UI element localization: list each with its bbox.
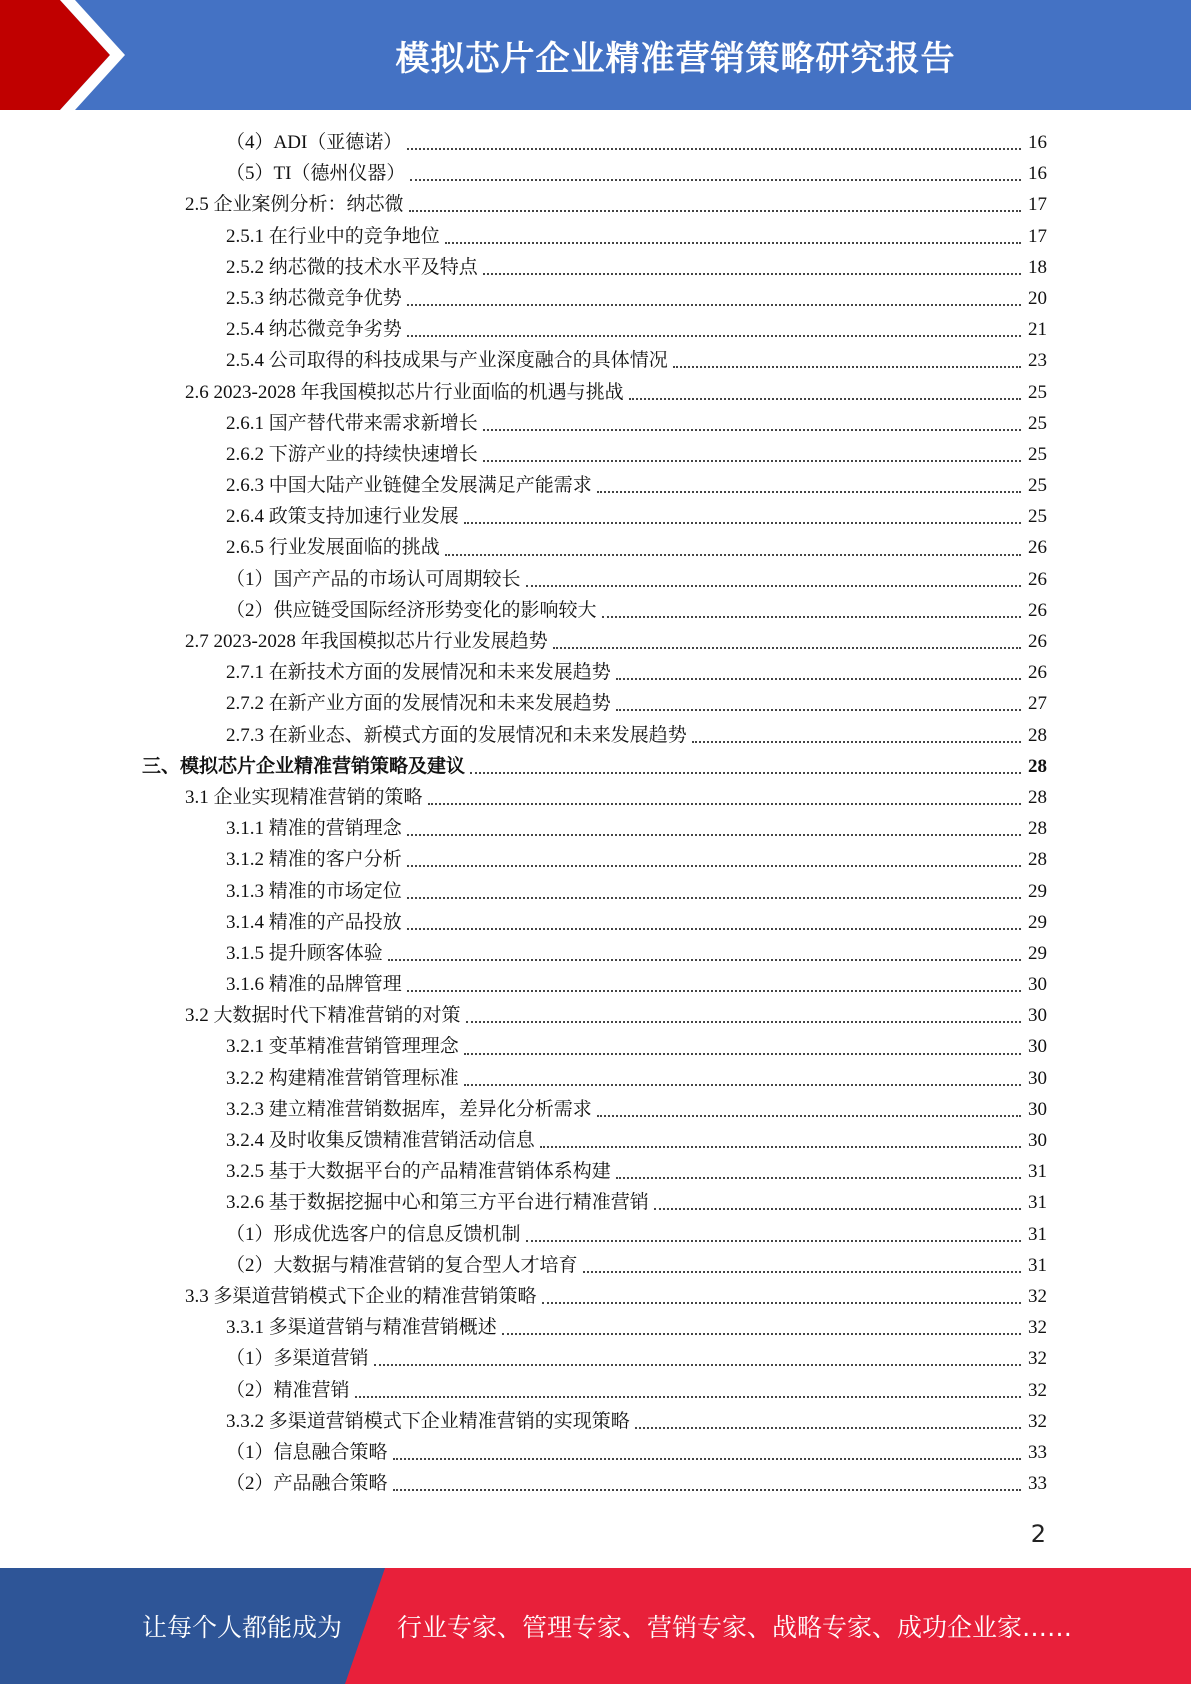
toc-entry[interactable] xyxy=(0,1156,1191,1187)
toc-entry-label: （1）多渠道营销 xyxy=(226,1348,369,1370)
toc-entry-label: 3.2 大数据时代下精准营销的对策 xyxy=(185,1005,461,1027)
toc-dot-leader xyxy=(445,553,1021,556)
toc-entry-label: 3.3.1 多渠道营销与精准营销概述 xyxy=(226,1317,497,1339)
toc-entry[interactable] xyxy=(0,751,1191,782)
toc-entry[interactable] xyxy=(0,189,1191,220)
toc-dot-leader xyxy=(540,1145,1021,1148)
footer-slogan-left: 让每个人都能成为 xyxy=(142,1613,343,1642)
toc-entry-page: 31 xyxy=(1028,1161,1047,1183)
toc-dot-leader xyxy=(428,802,1021,805)
toc-entry[interactable] xyxy=(0,907,1191,938)
toc-entry-page: 30 xyxy=(1028,1036,1047,1058)
toc-entry-label: 2.5.4 纳芯微竞争劣势 xyxy=(226,319,402,341)
toc-entry[interactable] xyxy=(0,1125,1191,1156)
toc-entry[interactable] xyxy=(0,1000,1191,1031)
toc-dot-leader xyxy=(407,334,1021,337)
toc-dot-leader xyxy=(393,1488,1021,1491)
toc-dot-leader xyxy=(483,459,1021,462)
toc-entry-label: 3.2.6 基于数据挖掘中心和第三方平台进行精准营销 xyxy=(226,1192,649,1214)
toc-entry-page: 29 xyxy=(1028,911,1047,933)
toc-entry-page: 31 xyxy=(1028,1223,1047,1245)
toc-entry-page: 25 xyxy=(1028,475,1047,497)
toc-entry[interactable] xyxy=(0,127,1191,158)
toc-entry-page: 29 xyxy=(1028,880,1047,902)
toc-entry-page: 25 xyxy=(1028,412,1047,434)
toc-entry-label: 2.6.3 中国大陆产业链健全发展满足产能需求 xyxy=(226,475,592,497)
toc-entry-page: 28 xyxy=(1028,818,1047,840)
toc-entry-page: 26 xyxy=(1028,631,1047,652)
toc-entry[interactable] xyxy=(0,969,1191,1000)
toc-dot-leader xyxy=(597,490,1021,493)
toc-entry-page: 32 xyxy=(1028,1379,1047,1401)
toc-entry-label: （4）ADI（亚德诺） xyxy=(226,132,403,153)
toc-entry[interactable] xyxy=(0,1094,1191,1125)
toc-entry-page: 25 xyxy=(1028,506,1047,528)
toc-entry-page: 32 xyxy=(1028,1348,1047,1370)
toc-dot-leader xyxy=(616,708,1021,711)
toc-dot-leader xyxy=(542,1301,1021,1304)
toc-entry-label: 3.1 企业实现精准营销的策略 xyxy=(185,786,423,808)
toc-entry[interactable] xyxy=(0,283,1191,314)
toc-entry-label: 2.7.2 在新产业方面的发展情况和未来发展趋势 xyxy=(226,693,611,715)
toc-entry-page: 17 xyxy=(1028,225,1047,247)
toc-entry-label: （2）产品融合策略 xyxy=(226,1473,388,1495)
toc-entry-page: 30 xyxy=(1028,974,1047,996)
page-footer xyxy=(0,1568,1191,1684)
toc-dot-leader xyxy=(407,303,1021,306)
toc-entry[interactable] xyxy=(0,938,1191,969)
toc-entry-page: 25 xyxy=(1028,381,1047,403)
toc-dot-leader xyxy=(407,864,1021,867)
toc-entry-label: 3.2.2 构建精准营销管理标准 xyxy=(226,1067,459,1089)
toc-dot-leader xyxy=(464,1052,1021,1055)
toc-dot-leader xyxy=(553,646,1021,649)
toc-entry[interactable] xyxy=(0,1437,1191,1468)
toc-dot-leader xyxy=(355,1395,1021,1398)
toc-entry-label: 3.1.6 精准的品牌管理 xyxy=(226,974,402,996)
toc-entry-page: 25 xyxy=(1028,443,1047,465)
toc-dot-leader xyxy=(629,397,1021,400)
toc-dot-leader xyxy=(616,677,1021,680)
toc-entry[interactable] xyxy=(0,1406,1191,1437)
toc-entry-label: （1）信息融合策略 xyxy=(226,1441,388,1463)
toc-entry-page: 33 xyxy=(1028,1441,1047,1463)
toc-entry[interactable] xyxy=(0,221,1191,252)
toc-entry-page: 18 xyxy=(1028,256,1047,278)
footer-slogan-right: 行业专家、管理专家、营销专家、战略专家、成功企业家…… xyxy=(397,1613,1073,1642)
toc-entry-page: 31 xyxy=(1028,1254,1047,1276)
toc-entry-page: 29 xyxy=(1028,942,1047,964)
toc-entry-page: 28 xyxy=(1028,724,1047,746)
toc-dot-leader xyxy=(483,428,1021,431)
toc-entry-label: 3.3.2 多渠道营销模式下企业精准营销的实现策略 xyxy=(226,1410,630,1432)
toc-entry-label: 2.5.1 在行业中的竞争地位 xyxy=(226,225,440,247)
toc-entry[interactable] xyxy=(0,1343,1191,1374)
toc-entry[interactable] xyxy=(0,377,1191,408)
toc-entry-page: 30 xyxy=(1028,1130,1047,1151)
toc-dot-leader xyxy=(466,1020,1021,1023)
header-chevron-decoration xyxy=(0,0,160,110)
toc-entry-page: 31 xyxy=(1028,1192,1047,1214)
toc-entry-page: 17 xyxy=(1028,194,1047,216)
page-number: 2 xyxy=(1030,1520,1046,1548)
toc-entry-label: （5）TI（德州仪器） xyxy=(226,163,406,185)
toc-entry-label: 3.1.1 精准的营销理念 xyxy=(226,818,402,840)
table-of-contents xyxy=(0,127,1191,1499)
report-title: 模拟芯片企业精准营销策略研究报告 xyxy=(395,38,956,79)
toc-entry-label: 三、模拟芯片企业精准营销策略及建议 xyxy=(142,755,466,777)
toc-entry-label: 2.7 2023-2028 年我国模拟芯片行业发展趋势 xyxy=(185,631,548,652)
toc-entry[interactable] xyxy=(0,813,1191,844)
toc-entry[interactable] xyxy=(0,408,1191,439)
toc-entry-label: 2.5.2 纳芯微的技术水平及特点 xyxy=(226,256,478,278)
toc-entry[interactable] xyxy=(0,1312,1191,1343)
toc-entry-label: 3.2.1 变革精准营销管理理念 xyxy=(226,1036,459,1058)
toc-dot-leader xyxy=(464,1083,1021,1086)
toc-dot-leader xyxy=(410,178,1021,181)
toc-entry[interactable] xyxy=(0,252,1191,283)
toc-dot-leader xyxy=(597,1114,1021,1117)
toc-entry-label: （1）国产产品的市场认可周期较长 xyxy=(226,568,521,590)
toc-entry[interactable] xyxy=(0,439,1191,470)
toc-entry[interactable] xyxy=(0,626,1191,657)
toc-entry[interactable] xyxy=(0,1250,1191,1281)
toc-dot-leader xyxy=(526,584,1021,587)
toc-entry-label: （1）形成优选客户的信息反馈机制 xyxy=(226,1223,521,1245)
toc-entry[interactable] xyxy=(0,782,1191,813)
toc-entry-label: 3.1.2 精准的客户分析 xyxy=(226,849,402,871)
toc-entry-page: 30 xyxy=(1028,1098,1047,1120)
toc-entry-page: 32 xyxy=(1028,1410,1047,1432)
toc-entry-label: 3.1.4 精准的产品投放 xyxy=(226,911,402,933)
toc-entry-page: 20 xyxy=(1028,287,1047,309)
toc-entry[interactable] xyxy=(0,720,1191,751)
toc-entry-label: （2）精准营销 xyxy=(226,1379,350,1401)
toc-dot-leader xyxy=(583,1270,1021,1273)
toc-entry-label: 3.1.3 精准的市场定位 xyxy=(226,880,402,902)
toc-entry[interactable] xyxy=(0,844,1191,875)
toc-entry[interactable] xyxy=(0,532,1191,563)
toc-entry-label: 2.6.1 国产替代带来需求新增长 xyxy=(226,412,478,434)
toc-entry-page: 21 xyxy=(1028,319,1047,341)
page-header xyxy=(0,0,1191,110)
toc-entry-page: 30 xyxy=(1028,1067,1047,1089)
toc-entry-page: 16 xyxy=(1028,132,1047,153)
toc-entry-page: 16 xyxy=(1028,163,1047,185)
toc-dot-leader xyxy=(409,209,1021,212)
toc-entry-label: 3.2.5 基于大数据平台的产品精准营销体系构建 xyxy=(226,1161,611,1183)
toc-entry-page: 32 xyxy=(1028,1285,1047,1307)
toc-entry[interactable] xyxy=(0,501,1191,532)
toc-entry[interactable] xyxy=(0,1468,1191,1499)
toc-entry[interactable] xyxy=(0,314,1191,345)
toc-entry-label: 3.1.5 提升顾客体验 xyxy=(226,942,383,964)
toc-entry-page: 26 xyxy=(1028,599,1047,621)
toc-entry[interactable] xyxy=(0,564,1191,595)
toc-dot-leader xyxy=(407,833,1021,836)
toc-entry-label: 2.6.5 行业发展面临的挑战 xyxy=(226,537,440,559)
toc-dot-leader xyxy=(602,615,1021,618)
toc-entry[interactable] xyxy=(0,1063,1191,1094)
toc-dot-leader xyxy=(464,521,1021,524)
toc-entry[interactable] xyxy=(0,595,1191,626)
toc-entry-label: 2.5.3 纳芯微竞争优势 xyxy=(226,287,402,309)
toc-dot-leader xyxy=(407,989,1021,992)
toc-entry-page: 26 xyxy=(1028,568,1047,590)
toc-dot-leader xyxy=(393,1457,1021,1460)
toc-entry-label: （2）供应链受国际经济形势变化的影响较大 xyxy=(226,599,597,621)
toc-entry-page: 28 xyxy=(1028,786,1047,808)
toc-dot-leader xyxy=(407,927,1021,930)
toc-dot-leader xyxy=(692,740,1021,743)
toc-entry-label: 2.6.4 政策支持加速行业发展 xyxy=(226,506,459,528)
toc-dot-leader xyxy=(470,771,1021,774)
toc-entry[interactable] xyxy=(0,688,1191,719)
toc-entry-label: 2.6.2 下游产业的持续快速增长 xyxy=(226,443,478,465)
toc-entry[interactable] xyxy=(0,345,1191,376)
toc-entry-page: 32 xyxy=(1028,1317,1047,1339)
toc-dot-leader xyxy=(673,365,1021,368)
toc-dot-leader xyxy=(502,1332,1021,1335)
toc-dot-leader xyxy=(654,1207,1021,1210)
toc-dot-leader xyxy=(483,272,1021,275)
toc-entry-page: 28 xyxy=(1028,755,1047,777)
toc-entry-page: 30 xyxy=(1028,1005,1047,1027)
toc-entry-label: 2.6 2023-2028 年我国模拟芯片行业面临的机遇与挑战 xyxy=(185,381,624,403)
toc-entry-label: 2.5 企业案例分析：纳芯微 xyxy=(185,194,404,216)
toc-entry-label: 2.7.1 在新技术方面的发展情况和未来发展趋势 xyxy=(226,662,611,684)
toc-entry-page: 28 xyxy=(1028,849,1047,871)
toc-entry[interactable] xyxy=(0,1187,1191,1218)
toc-entry[interactable] xyxy=(0,876,1191,907)
toc-entry-page: 26 xyxy=(1028,662,1047,684)
toc-entry[interactable] xyxy=(0,158,1191,189)
toc-entry-page: 27 xyxy=(1028,693,1047,715)
toc-entry[interactable] xyxy=(0,470,1191,501)
toc-entry-page: 26 xyxy=(1028,537,1047,559)
toc-entry-label: 3.2.4 及时收集反馈精准营销活动信息 xyxy=(226,1130,535,1151)
toc-dot-leader xyxy=(526,1239,1021,1242)
toc-entry-label: 3.2.3 建立精准营销数据库，差异化分析需求 xyxy=(226,1098,592,1120)
toc-entry[interactable] xyxy=(0,1031,1191,1062)
toc-entry-label: 2.7.3 在新业态、新模式方面的发展情况和未来发展趋势 xyxy=(226,724,687,746)
toc-entry-page: 33 xyxy=(1028,1473,1047,1495)
toc-dot-leader xyxy=(635,1426,1021,1429)
toc-entry-page: 23 xyxy=(1028,350,1047,372)
toc-entry-label: （2）大数据与精准营销的复合型人才培育 xyxy=(226,1254,578,1276)
toc-dot-leader xyxy=(388,958,1021,961)
toc-dot-leader xyxy=(407,896,1021,899)
toc-entry[interactable] xyxy=(0,1219,1191,1250)
toc-entry[interactable] xyxy=(0,1375,1191,1406)
toc-entry-label: 2.5.4 公司取得的科技成果与产业深度融合的具体情况 xyxy=(226,350,668,372)
toc-entry-label: 3.3 多渠道营销模式下企业的精准营销策略 xyxy=(185,1285,537,1307)
toc-dot-leader xyxy=(407,147,1021,150)
toc-dot-leader xyxy=(616,1176,1021,1179)
toc-dot-leader xyxy=(374,1363,1021,1366)
toc-entry[interactable] xyxy=(0,657,1191,688)
toc-entry[interactable] xyxy=(0,1281,1191,1312)
toc-dot-leader xyxy=(445,241,1021,244)
